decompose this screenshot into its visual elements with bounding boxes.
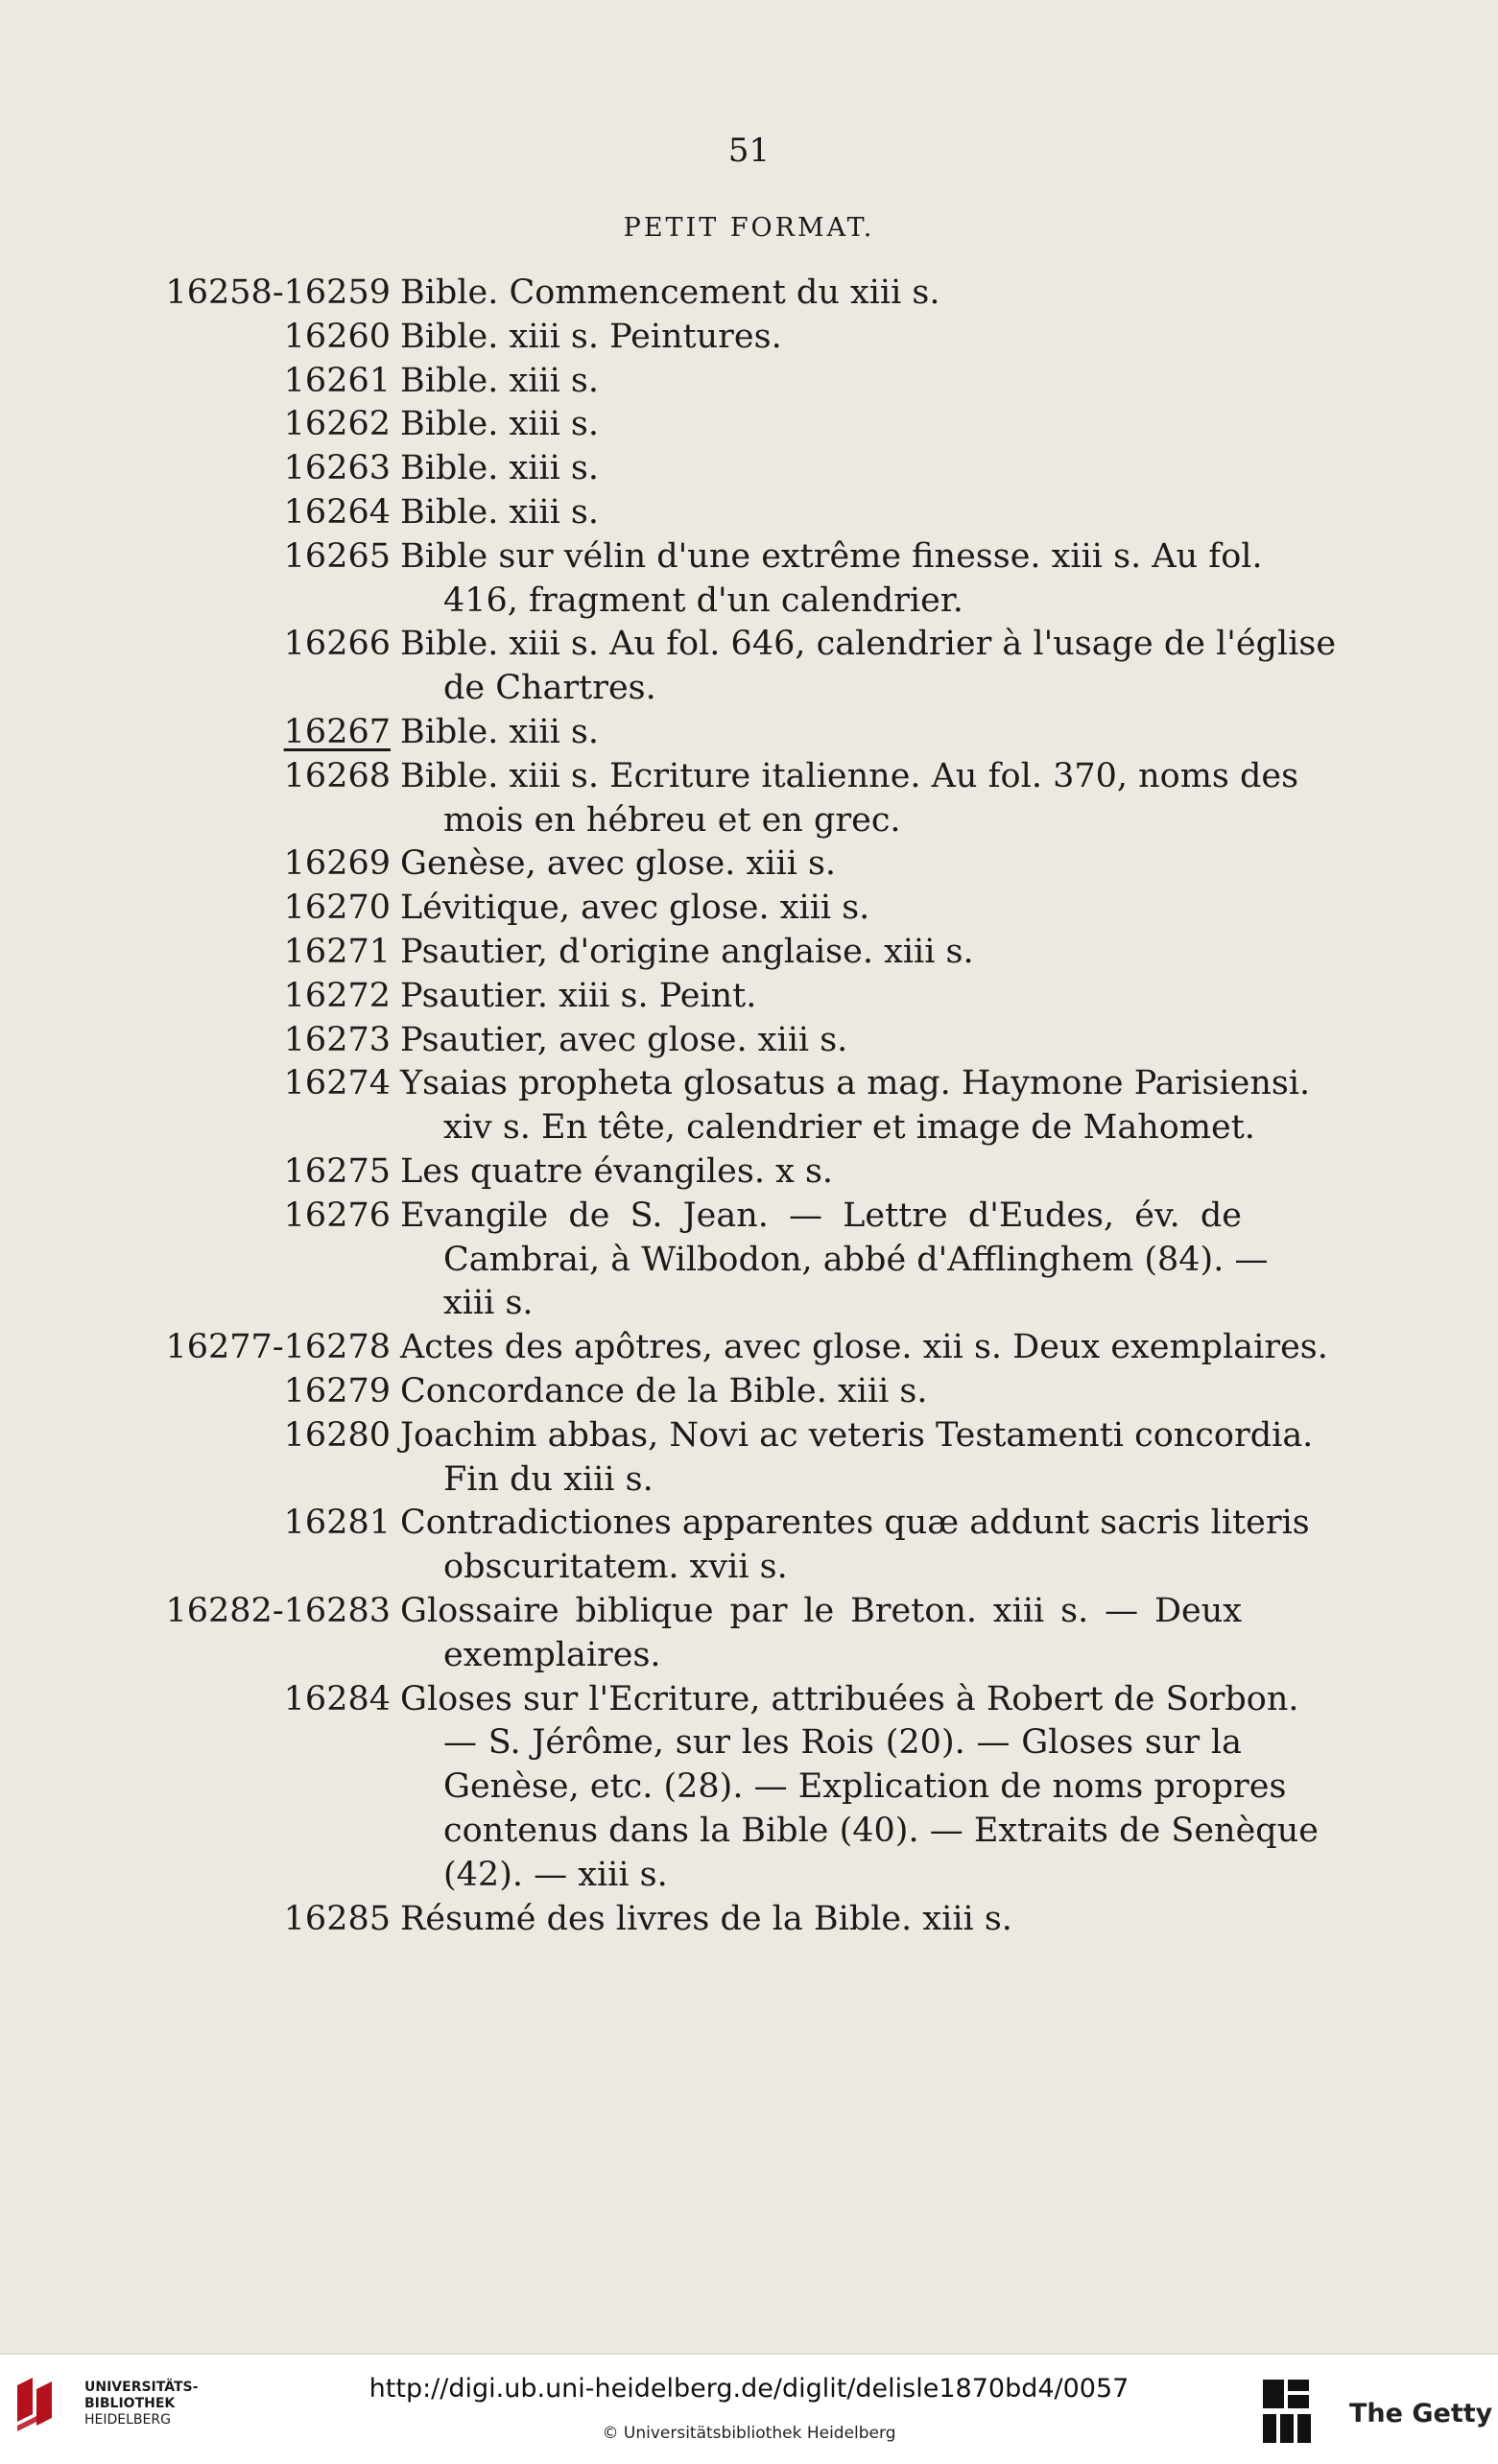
catalog-line (0, 666, 1498, 710)
entry-description: (42). — xiii s. (443, 1855, 668, 1894)
permalink-url[interactable]: http://digi.ub.uni-heidelberg.de/diglit/delisle1870bd4/0057 (369, 2374, 1129, 2404)
manuscript-number: 16274 (283, 1064, 391, 1103)
entry-description: Psautier. xiii s. Peint. (400, 976, 757, 1015)
catalog-line (0, 1809, 1498, 1853)
entry-description: Bible. Commencement du xiii s. (400, 273, 940, 312)
catalog-line (0, 710, 1498, 754)
entry-description: Bible. xiii s. (400, 361, 600, 400)
manuscript-number: 16273 (283, 1020, 391, 1059)
catalog-line (0, 1238, 1498, 1282)
manuscript-number: 16272 (283, 976, 391, 1015)
entry-description: xiii s. (443, 1284, 534, 1323)
catalog-line (0, 622, 1498, 666)
entry-description: Bible. xiii s. (400, 405, 600, 444)
entry-description: obscuritatem. xvii s. (443, 1548, 788, 1587)
catalog-line (0, 1589, 1498, 1633)
entry-description: Ysaias propheta glosatus a mag. Haymone Parisiensi. (400, 1064, 1311, 1103)
entry-description: Genèse, avec glose. xiii s. (400, 844, 837, 884)
catalog-line (0, 1633, 1498, 1677)
catalog-line (0, 1720, 1498, 1765)
catalog-line (0, 841, 1498, 886)
entry-description: Bible sur vélin d'une extrême finesse. xiii s. Au fol. (400, 536, 1263, 576)
library-name-line1: UNIVERSITÄTS- (84, 2380, 199, 2395)
catalog-line (0, 359, 1498, 403)
catalog-line (0, 490, 1498, 534)
catalog-line (0, 1677, 1498, 1721)
manuscript-number: 16264 (283, 493, 391, 532)
catalog-line (0, 798, 1498, 842)
manuscript-number: 16285 (283, 1899, 391, 1938)
catalog-line (0, 1149, 1498, 1194)
entry-description: xiv s. En tête, calendrier et image de Mahomet. (443, 1108, 1255, 1148)
manuscript-number: 16282-16283 (165, 1592, 391, 1630)
catalog-line (0, 1194, 1498, 1238)
entry-description: — S. Jérôme, sur les Rois (20). — Gloses sur la (443, 1723, 1242, 1763)
entry-description: Bible. xiii s. (400, 449, 600, 488)
entry-description: Concordance de la Bible. xiii s. (400, 1372, 928, 1410)
getty-logo-icon (1259, 2376, 1324, 2447)
section-title: PETIT FORMAT. (623, 213, 875, 243)
entry-description: contenus dans la Bible (40). — Extraits de Senèque (443, 1812, 1319, 1850)
entry-description: 416, fragment d'un calendrier. (443, 580, 963, 620)
entry-description: Résumé des livres de la Bible. xiii s. (400, 1899, 1012, 1938)
entry-description: Bible. xiii s. Au fol. 646, calendrier à l'usage de l'église (400, 625, 1337, 664)
catalog-line (0, 446, 1498, 490)
entry-description: Bible. xiii s. Ecriture italienne. Au fol. 370, noms des (400, 756, 1299, 795)
manuscript-number: 16261 (283, 361, 391, 400)
catalog-line (0, 1061, 1498, 1105)
entry-description: Bible. xiii s. (400, 713, 600, 751)
entry-description: exemplaires. (443, 1635, 661, 1674)
catalog-line (0, 1413, 1498, 1457)
copyright-notice: © Universitätsbibliothek Heidelberg (602, 2424, 896, 2443)
manuscript-number: 16268 (283, 756, 391, 795)
manuscript-number: 16270 (283, 888, 391, 928)
entry-description: Actes des apôtres, avec glose. xii s. Deux exemplaires. (400, 1328, 1328, 1367)
manuscript-number: 16279 (283, 1372, 391, 1410)
manuscript-number: 16284 (283, 1679, 391, 1718)
manuscript-number: 16266 (283, 625, 391, 664)
manuscript-number: 16269 (283, 844, 391, 884)
manuscript-number: 16258-16259 (165, 273, 391, 312)
manuscript-number: 16262 (283, 405, 391, 444)
catalog-line (0, 754, 1498, 798)
entry-description: Genèse, etc. (28). — Explication de noms propres (443, 1767, 1287, 1807)
footer-bar (0, 2354, 1498, 2464)
manuscript-number: 16267 (283, 713, 391, 751)
entry-description: Joachim abbas, Novi ac veteris Testamenti concordia. (400, 1415, 1314, 1455)
entry-description: Cambrai, à Wilbodon, abbé d'Afflinghem (84). — (443, 1240, 1269, 1279)
catalog-line (0, 1765, 1498, 1809)
entry-description: Contradictiones apparentes quæ addunt sacris literis (400, 1504, 1310, 1543)
catalog-line (0, 1281, 1498, 1325)
entry-description: Les quatre évangiles. x s. (400, 1152, 834, 1191)
catalog-line (0, 1325, 1498, 1369)
catalog-line (0, 534, 1498, 579)
page-number: 51 (727, 131, 771, 170)
manuscript-number: 16275 (283, 1152, 391, 1191)
manuscript-number: 16271 (283, 933, 391, 971)
manuscript-number: 16280 (283, 1415, 391, 1455)
catalog-line (0, 1105, 1498, 1149)
manuscript-number: 16277-16278 (165, 1328, 391, 1367)
manuscript-number: 16265 (283, 536, 391, 576)
entry-description: Lévitique, avec glose. xiii s. (400, 888, 870, 928)
catalog-line (0, 1369, 1498, 1413)
entry-description: Gloses sur l'Ecriture, attribuées à Robert de Sorbon. (400, 1679, 1299, 1718)
entry-description: mois en hébreu et en grec. (443, 800, 901, 840)
library-name-line3: HEIDELBERG (84, 2412, 171, 2428)
partner-name: The Getty (1349, 2399, 1493, 2428)
entry-description: Psautier, d'origine anglaise. xiii s. (400, 933, 974, 971)
catalog-line (0, 402, 1498, 446)
catalog-line (0, 1457, 1498, 1502)
entry-description: Glossaire biblique par le Breton. xiii s. — Deux (400, 1592, 1242, 1630)
catalog-line (0, 1018, 1498, 1062)
catalog-line (0, 930, 1498, 974)
catalog-line (0, 1545, 1498, 1589)
manuscript-number: 16281 (283, 1504, 391, 1543)
catalog-line (0, 1897, 1498, 1941)
entry-description: Bible. xiii s. (400, 493, 600, 532)
catalog-line (0, 315, 1498, 359)
catalog-line (0, 974, 1498, 1018)
entry-description: Bible. xiii s. Peintures. (400, 317, 782, 356)
catalog-line (0, 579, 1498, 623)
library-name-line2: BIBLIOTHEK (84, 2396, 176, 2411)
catalog-line (0, 1501, 1498, 1545)
entry-description: Evangile de S. Jean. — Lettre d'Eudes, év. de (400, 1196, 1242, 1235)
catalog-line (0, 886, 1498, 930)
manuscript-number: 16263 (283, 449, 391, 488)
entry-description: Fin du xiii s. (443, 1459, 654, 1499)
manuscript-number: 16260 (283, 317, 391, 356)
catalog-line (0, 271, 1498, 315)
entry-description: de Chartres. (443, 669, 656, 708)
catalog-line (0, 1853, 1498, 1897)
entry-description: Psautier, avec glose. xiii s. (400, 1020, 848, 1059)
manuscript-number: 16276 (283, 1196, 391, 1235)
